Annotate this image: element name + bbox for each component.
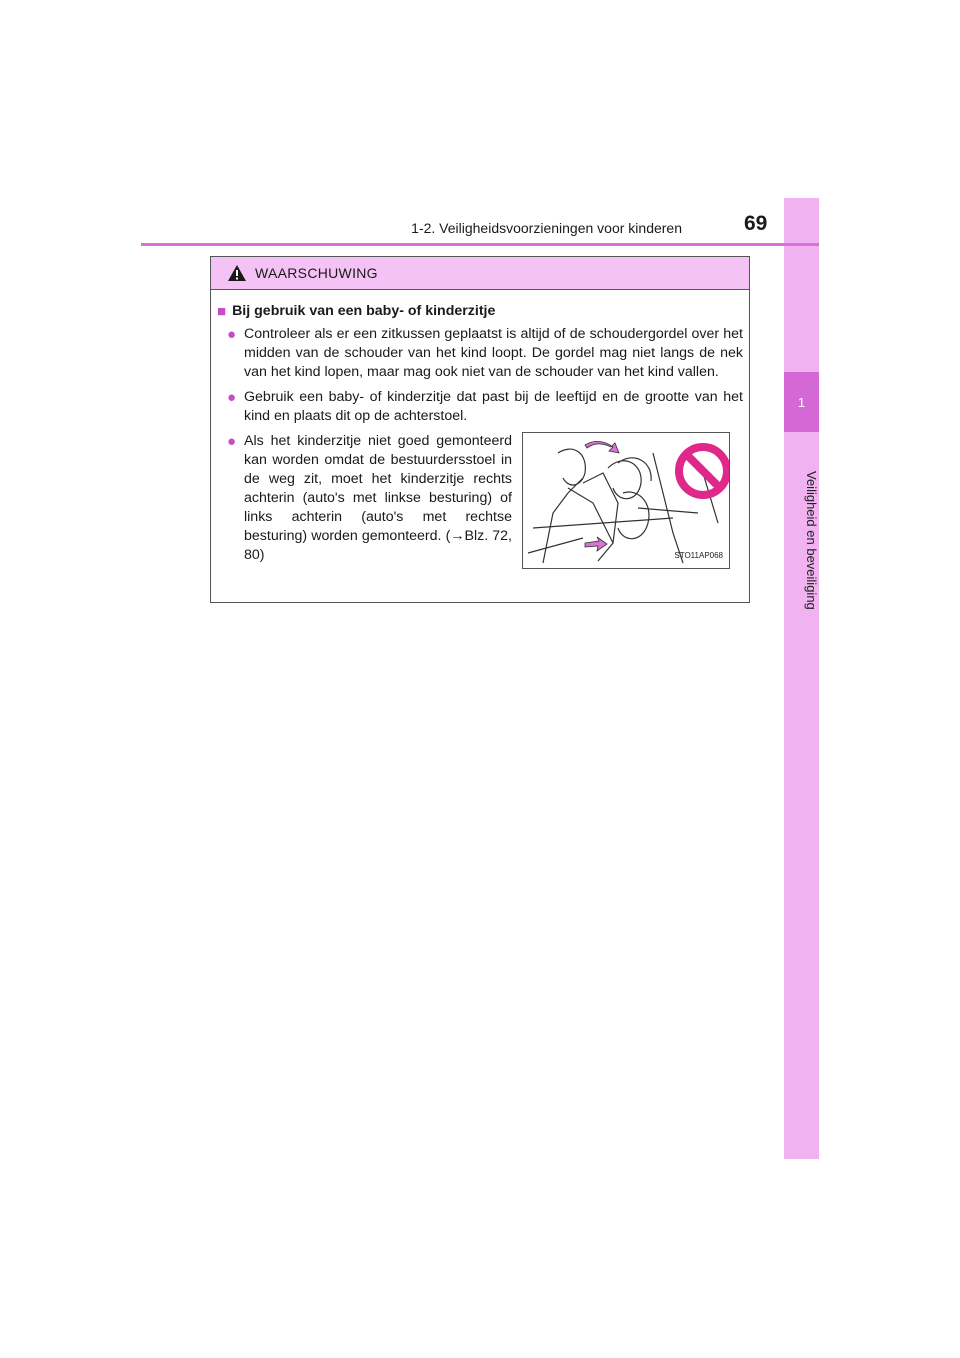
illustration-code: STO11AP068 (674, 551, 723, 560)
side-tab (784, 198, 819, 1159)
chapter-number: 1 (784, 372, 819, 432)
circle-bullet-icon: ● (227, 326, 237, 343)
warning-box (210, 256, 750, 603)
list-item (217, 325, 743, 382)
list-item-text: Als het kinderzitje niet goed gemonteerd kan worden omdat de bestuurdersstoel in de weg zit, moet het kinderzitje rechts achterin (auto's met linkse besturing) of links achterin (auto's met rechtse besturing) worden gemonteerd. (→Blz. 72, 80) (244, 433, 512, 563)
section-heading (217, 302, 743, 321)
list-item-text: Controleer als er een zitkussen geplaatst is altijd of de schoudergordel over het midden van de schouder van het kind loopt. De gordel mag niet langs de nek van het kind lopen, maar mag ook niet van de schouder van het kind vallen. (244, 326, 743, 380)
prohibition-icon (679, 447, 727, 495)
circle-bullet-icon: ● (227, 389, 237, 406)
header-rule (141, 243, 819, 246)
section-title: 1-2. Veiligheidsvoorzieningen voor kinderen (411, 220, 682, 236)
square-bullet-icon: ■ (217, 303, 227, 320)
circle-bullet-icon: ● (227, 433, 237, 450)
list-item-text: Gebruik een baby- of kinderzitje dat past bij de leeftijd en de grootte van het kind en plaats dit op de achterstoel. (244, 389, 743, 424)
warning-title: WAARSCHUWING (255, 265, 378, 281)
child-seat-illustration (522, 432, 730, 569)
list-item (217, 388, 743, 426)
page-number: 69 (744, 212, 768, 235)
warning-triangle-icon (227, 264, 247, 282)
list-item (217, 432, 512, 565)
section-heading-text: Bij gebruik van een baby- of kinderzitje (232, 303, 496, 319)
chapter-label: Veiligheid en beveiliging (804, 470, 819, 610)
warning-header (211, 257, 749, 290)
